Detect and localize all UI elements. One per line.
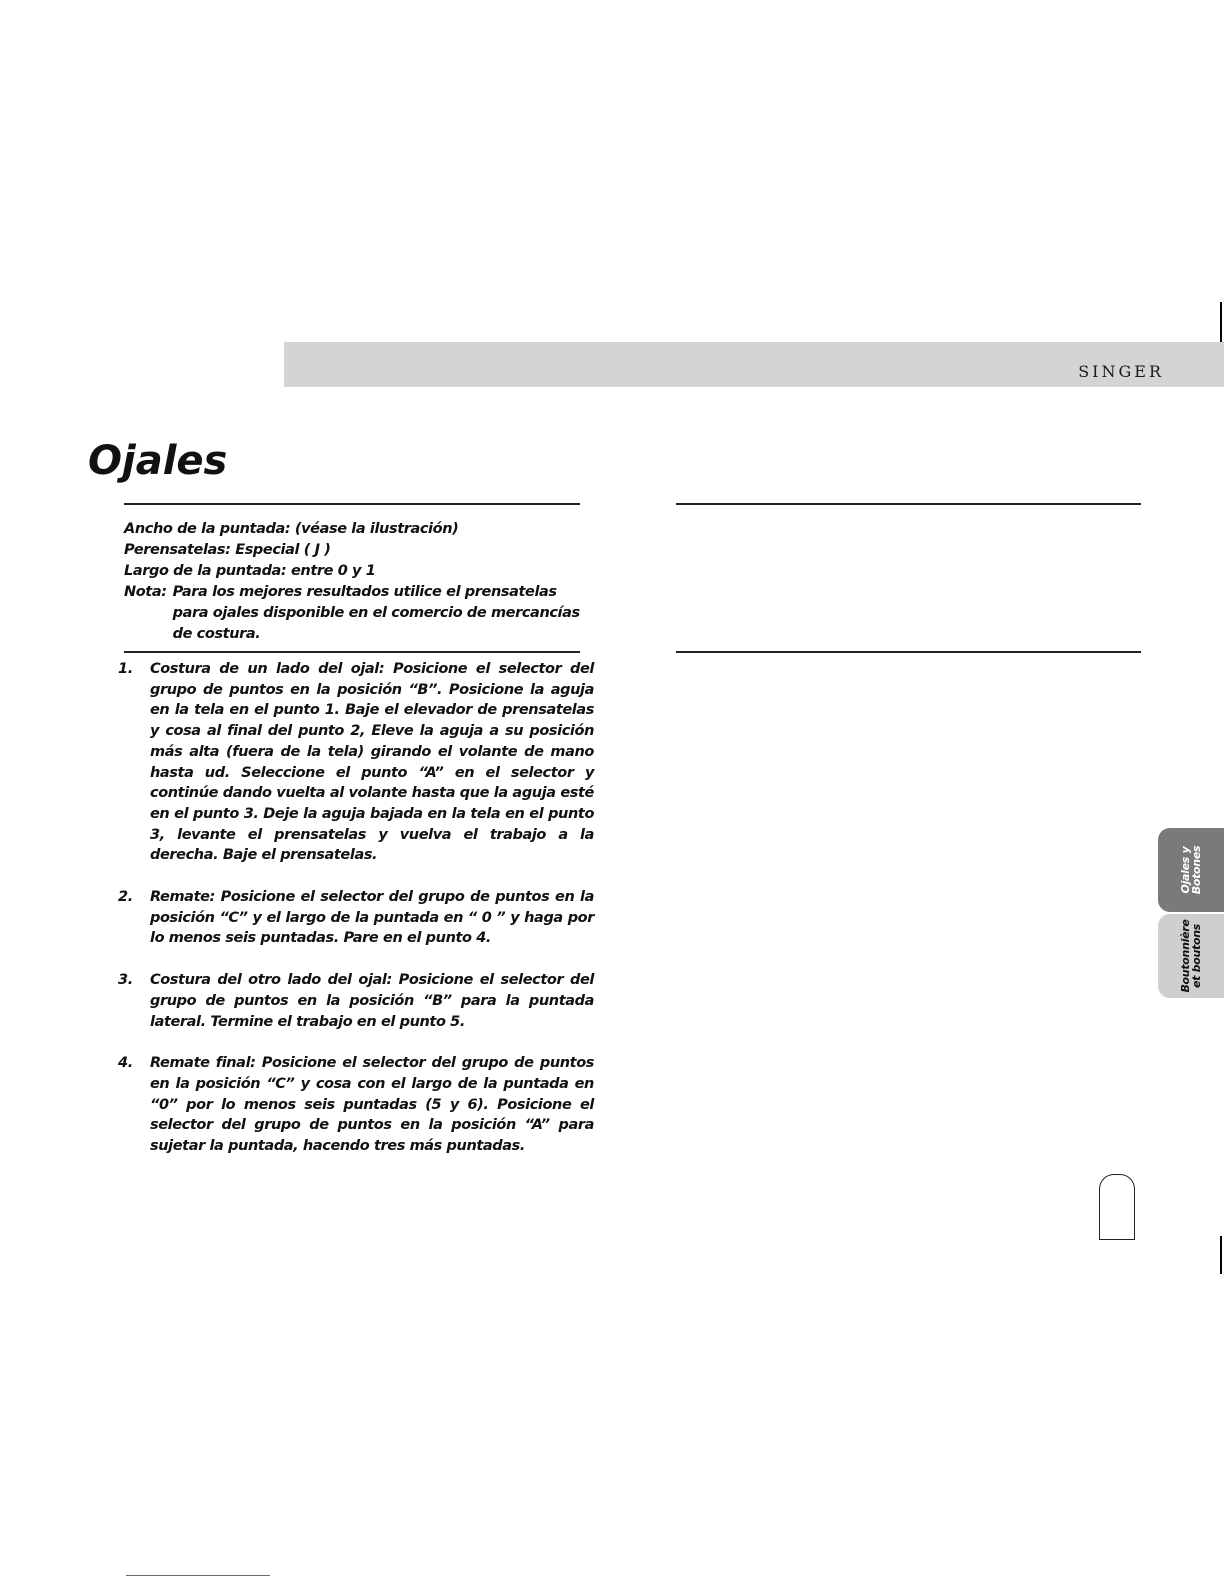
tab-label: Ojales y Botones	[1179, 845, 1203, 895]
crop-mark-top	[1220, 302, 1222, 342]
rule-right-bottom	[676, 651, 1141, 653]
rule-left-top	[124, 503, 580, 505]
step-number: 4.	[118, 1055, 133, 1072]
note-text: Para los mejores resultados utilice el prensatelas para ojales disponible en el comercio de mercancías de costura.	[172, 584, 580, 642]
tab-label: Boutonnière et boutons	[1179, 919, 1203, 993]
rule-right-top	[676, 503, 1141, 505]
step-number: 3.	[118, 972, 133, 989]
note-label: Nota:	[124, 584, 167, 600]
step-text: Remate: Posicione el selector del grupo de puntos en la posición “C” y el largo de la puntada en “ 0 ” y haga por lo menos seis puntadas. Pare en el punto 4.	[150, 889, 594, 947]
rule-left-bottom	[124, 651, 580, 653]
step-item	[118, 887, 594, 949]
spec-stitch-length: Largo de la puntada: entre 0 y 1	[124, 563, 376, 579]
page-number-badge	[1099, 1174, 1135, 1240]
step-text: Remate final: Posicione el selector del grupo de puntos en la posición “C” y cosa con el largo de la puntada en “0” por lo menos seis puntadas (5 y 6). Posicione el selector del grupo de puntos en la posición “A” para sujetar la puntada, hacendo tres más puntadas.	[150, 1055, 594, 1155]
spec-note	[124, 582, 594, 645]
spec-stitch-width: Ancho de la puntada: (véase la ilustración)	[124, 521, 459, 537]
step-item	[118, 1053, 594, 1157]
page-title: Ojales	[88, 438, 228, 484]
brand-name: SINGER	[1078, 362, 1164, 381]
bottom-link-underline	[126, 1575, 270, 1576]
tab-boutonniere-et-boutons[interactable]	[1158, 914, 1224, 998]
step-text: Costura de un lado del ojal: Posicione el selector del grupo de puntos en la posición “B”. Posicione la aguja en la tela en el punto 1. Baje el elevador de prensatelas y cosa al final del punto 2, Eleve la aguja a su posición más alta (fuera de la tela) girando el volante de mano hasta ud. Seleccione el punto “A” en el selector y continúe dando vuelta al volante hasta que la aguja esté en el punto 3. Deje la aguja bajada en la tela en el punto 3, levante el prensatelas y vuelva el trabajo a la derecha. Baje el prensatelas.	[150, 661, 594, 864]
crop-mark-bottom	[1220, 1236, 1222, 1274]
spec-presser-foot: Perensatelas: Especial ( J )	[124, 542, 331, 558]
step-item	[118, 659, 594, 866]
tab-ojales-y-botones[interactable]	[1158, 828, 1224, 912]
header-bar	[284, 342, 1224, 387]
stitch-specs	[124, 519, 594, 645]
steps-list	[118, 659, 594, 1178]
step-item	[118, 970, 594, 1032]
step-text: Costura del otro lado del ojal: Posicione el selector del grupo de puntos en la posición “B” para la puntada lateral. Termine el trabajo en el punto 5.	[150, 972, 594, 1030]
step-number: 1.	[118, 661, 133, 677]
section-tabs	[1158, 828, 1224, 1000]
step-number: 2.	[118, 889, 133, 906]
